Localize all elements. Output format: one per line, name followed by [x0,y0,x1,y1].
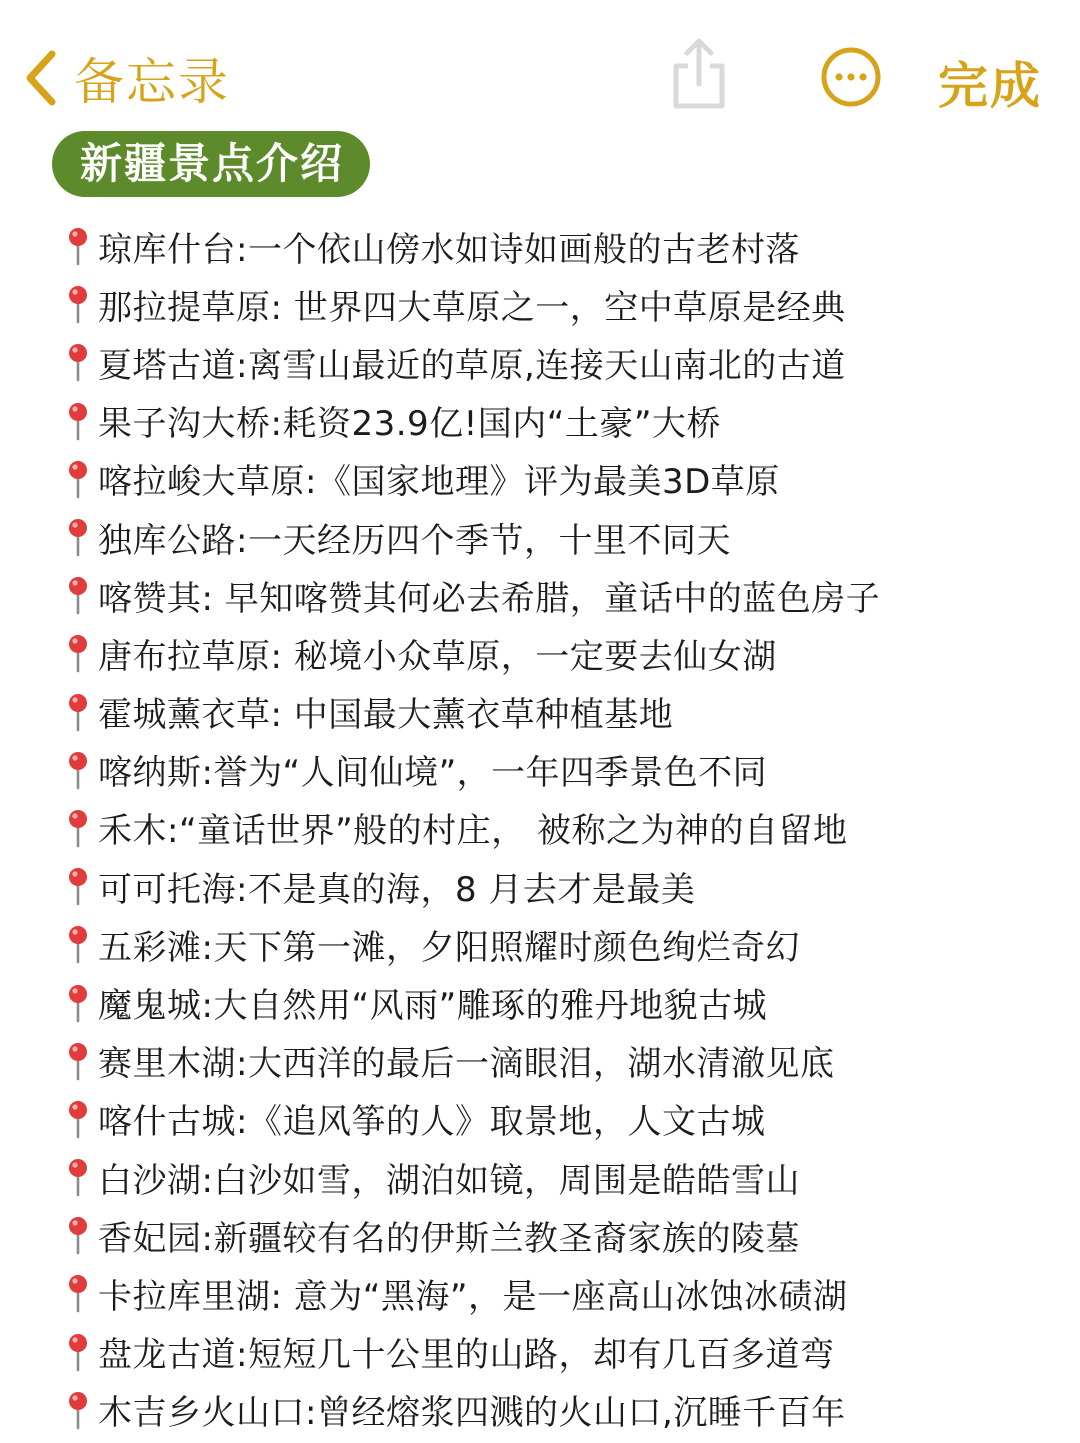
round-pushpin-icon [66,284,90,324]
list-item [66,915,1056,973]
round-pushpin-icon [66,750,90,790]
list-item [66,624,1056,682]
list-item-text: 夏塔古道:离雪山最近的草原,连接天山南北的古道 [98,345,846,386]
round-pushpin-icon [66,1099,90,1139]
round-pushpin-icon [66,808,90,848]
round-pushpin-icon [66,1041,90,1081]
round-pushpin-icon [66,1215,90,1255]
list-item [66,1323,1056,1381]
list-item-text: 禾木:“童话世界”般的村庄， 被称之为神的自留地 [98,811,848,852]
list-item-text: 喀什古城:《追风筝的人》取景地，人文古城 [98,1102,766,1143]
list-item-text: 可可托海:不是真的海，8 月去才是最美 [98,869,696,910]
share-button[interactable] [666,36,732,112]
list-item-text: 喀拉峻大草原:《国家地理》评为最美3D草原 [98,462,780,503]
list-item [66,1148,1056,1206]
list-item-text: 魔鬼城:大自然用“风雨”雕琢的雅丹地貌古城 [98,986,768,1027]
list-item [66,217,1056,275]
list-item-text: 五彩滩:天下第一滩，夕阳照耀时颜色绚烂奇幻 [98,927,800,968]
list-item [66,1090,1056,1148]
round-pushpin-icon [66,226,90,266]
list-item-text: 卡拉库里湖: 意为“黑海”，是一座高山冰蚀冰碛湖 [98,1276,848,1317]
back-label: 备忘录 [74,53,230,111]
chevron-left-icon [22,48,58,108]
list-item-text: 果子沟大桥:耗资23.9亿!国内“土豪”大桥 [98,404,722,445]
list-item-text: 唐布拉草原: 秘境小众草原，一定要去仙女湖 [98,636,777,677]
round-pushpin-icon [66,459,90,499]
list-item-text: 木吉乡火山口:曾经熔浆四溅的火山口,沉睡千百年 [98,1393,846,1434]
list-item [66,799,1056,857]
back-button[interactable] [22,40,230,116]
list-item-text: 琼库什台:一个依山傍水如诗如画般的古老村落 [98,229,800,270]
list-item-text: 独库公路:一天经历四个季节，十里不同天 [98,520,731,561]
round-pushpin-icon [66,342,90,382]
attraction-list [66,217,1056,1439]
list-item [66,1264,1056,1322]
list-item-text: 喀赞其: 早知喀赞其何必去希腊，童话中的蓝色房子 [98,578,881,619]
list-item [66,1381,1056,1439]
list-item [66,683,1056,741]
list-item [66,1032,1056,1090]
list-item-text: 那拉提草原: 世界四大草原之一，空中草原是经典 [98,287,846,328]
round-pushpin-icon [66,633,90,673]
list-item-text: 白沙湖:白沙如雪，湖泊如镜，周围是皓皓雪山 [98,1160,800,1201]
more-options-button[interactable] [820,46,882,108]
ellipsis-circle-icon [820,46,882,108]
list-item [66,973,1056,1031]
list-item-text: 霍城薰衣草: 中国最大薰衣草种植基地 [98,695,674,736]
round-pushpin-icon [66,924,90,964]
round-pushpin-icon [66,575,90,615]
round-pushpin-icon [66,983,90,1023]
list-item-text: 赛里木湖:大西洋的最后一滴眼泪，湖水清澈见底 [98,1044,835,1085]
round-pushpin-icon [66,866,90,906]
list-item [66,566,1056,624]
list-item [66,392,1056,450]
list-item-text: 盘龙古道:短短几十公里的山路，却有几百多道弯 [98,1335,835,1376]
list-item [66,741,1056,799]
round-pushpin-icon [66,1157,90,1197]
done-button[interactable]: 完成 [938,57,1042,115]
list-item [66,275,1056,333]
list-item [66,333,1056,391]
note-title: 新疆景点介绍 [52,131,370,197]
list-item [66,1206,1056,1264]
round-pushpin-icon [66,517,90,557]
round-pushpin-icon [66,401,90,441]
list-item [66,450,1056,508]
round-pushpin-icon [66,1332,90,1372]
round-pushpin-icon [66,692,90,732]
share-icon [666,36,732,112]
round-pushpin-icon [66,1390,90,1430]
list-item [66,508,1056,566]
list-item-text: 喀纳斯:誉为“人间仙境”，一年四季景色不同 [98,753,768,794]
list-item-text: 香妃园:新疆较有名的伊斯兰教圣裔家族的陵墓 [98,1218,800,1259]
round-pushpin-icon [66,1273,90,1313]
navigation-bar [0,0,1080,120]
list-item [66,857,1056,915]
